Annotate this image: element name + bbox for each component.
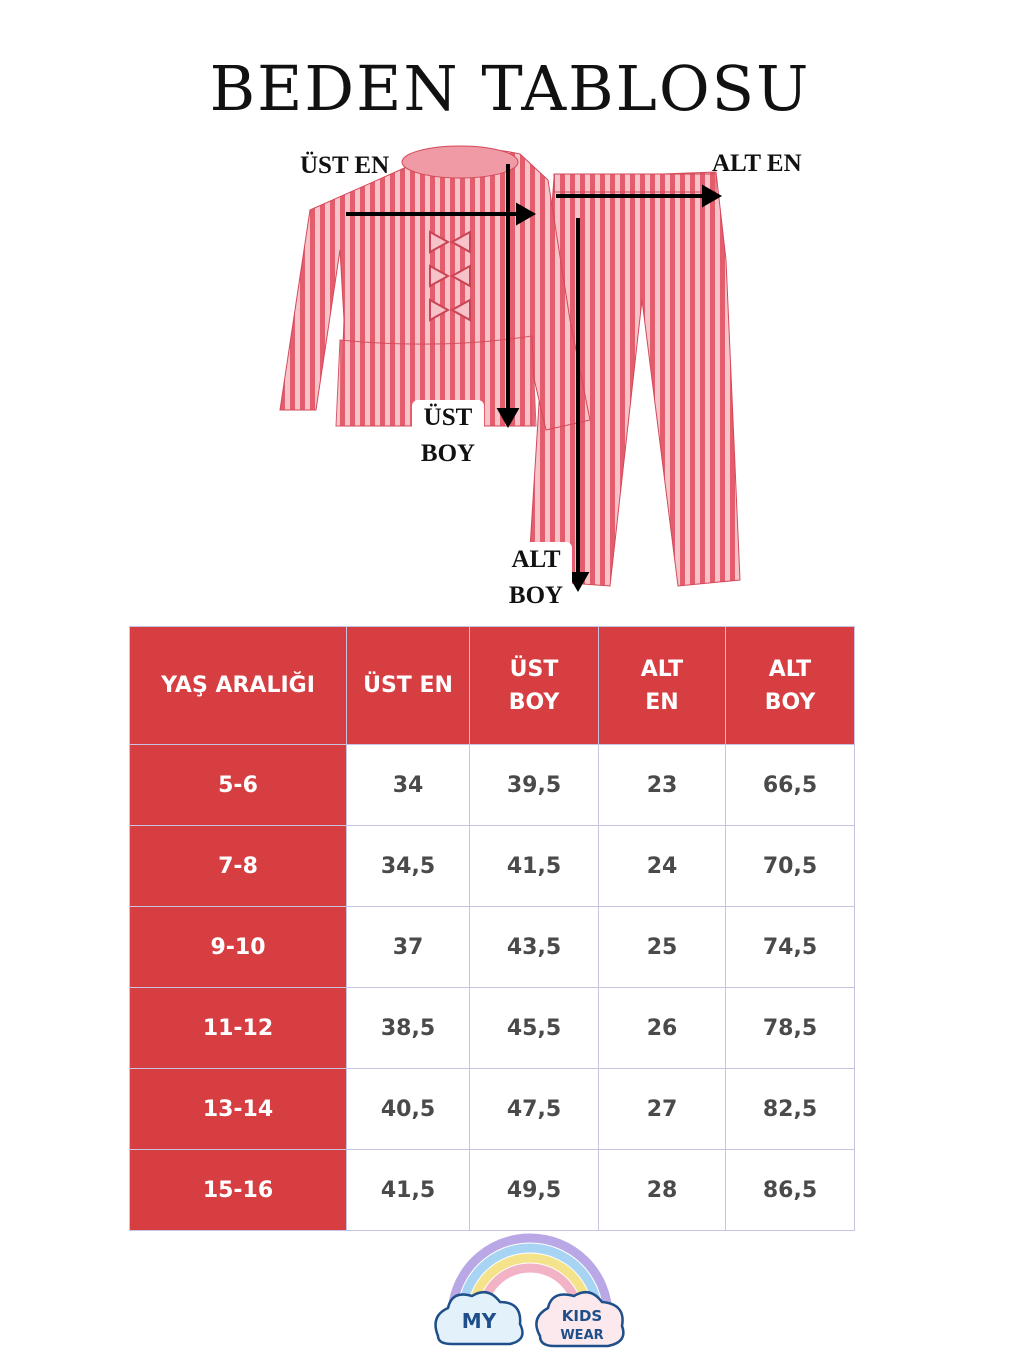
cell-age: 11-12 <box>130 988 347 1069</box>
cell-ust-en: 38,5 <box>347 988 470 1069</box>
table-row <box>130 988 855 1069</box>
cell-age: 9-10 <box>130 907 347 988</box>
ust-boy-line2: BOY <box>420 440 476 467</box>
cell-ust-boy: 49,5 <box>470 1150 599 1231</box>
cell-alt-en: 24 <box>599 826 726 907</box>
cell-age: 13-14 <box>130 1069 347 1150</box>
page-title: BEDEN TABLOSU <box>209 52 811 125</box>
cell-age: 15-16 <box>130 1150 347 1231</box>
cell-alt-en: 26 <box>599 988 726 1069</box>
cell-ust-en: 40,5 <box>347 1069 470 1150</box>
header-ust-en <box>347 627 470 745</box>
table-row <box>130 826 855 907</box>
cell-alt-en: 27 <box>599 1069 726 1150</box>
header-alt-boy-line1: ALT <box>768 656 812 682</box>
header-alt-en <box>599 627 726 745</box>
cell-alt-boy: 70,5 <box>726 826 855 907</box>
cell-alt-boy: 78,5 <box>726 988 855 1069</box>
alt-boy-line1: ALT <box>511 546 561 573</box>
table-row <box>130 1069 855 1150</box>
cell-alt-boy: 74,5 <box>726 907 855 988</box>
top-shape <box>280 146 590 430</box>
alt-boy-label <box>500 542 572 614</box>
header-age-range <box>130 627 347 745</box>
alt-boy-line2: BOY <box>508 582 564 609</box>
cell-ust-boy: 41,5 <box>470 826 599 907</box>
header-ust-en-line1: ÜST EN <box>363 673 453 698</box>
header-alt-boy <box>726 627 855 745</box>
logo-word-my: MY <box>461 1309 497 1333</box>
cell-alt-boy: 66,5 <box>726 745 855 826</box>
header-ust-boy <box>470 627 599 745</box>
ust-boy-label <box>412 400 484 472</box>
cell-ust-en: 41,5 <box>347 1150 470 1231</box>
header-alt-boy-line2: BOY <box>764 689 816 715</box>
cell-ust-boy: 43,5 <box>470 907 599 988</box>
ust-boy-line1: ÜST <box>423 404 473 431</box>
alt-en-label: ALT EN <box>712 150 802 177</box>
cell-alt-boy: 82,5 <box>726 1069 855 1150</box>
cell-ust-en: 34 <box>347 745 470 826</box>
header-alt-en-line2: EN <box>645 689 679 715</box>
brand-logo <box>430 1228 630 1358</box>
header-alt-en-line1: ALT <box>640 656 684 682</box>
cell-alt-en: 25 <box>599 907 726 988</box>
logo-word-kids: KIDS <box>561 1307 603 1325</box>
cell-ust-boy: 39,5 <box>470 745 599 826</box>
header-ust-boy-line1: ÜST <box>509 656 559 682</box>
cell-alt-en: 23 <box>599 745 726 826</box>
logo-word-wear: WEAR <box>560 1328 604 1343</box>
table-row <box>130 745 855 826</box>
cell-age: 5-6 <box>130 745 347 826</box>
cell-alt-boy: 86,5 <box>726 1150 855 1231</box>
table-row <box>130 907 855 988</box>
cell-ust-boy: 45,5 <box>470 988 599 1069</box>
table-row <box>130 1150 855 1231</box>
header-ust-boy-line2: BOY <box>508 689 560 715</box>
size-table <box>129 626 855 1231</box>
cell-ust-en: 34,5 <box>347 826 470 907</box>
cell-ust-en: 37 <box>347 907 470 988</box>
table-header-row <box>130 627 855 745</box>
header-age-line1: YAŞ ARALIĞI <box>161 673 315 698</box>
cell-ust-boy: 47,5 <box>470 1069 599 1150</box>
cell-age: 7-8 <box>130 826 347 907</box>
cell-alt-en: 28 <box>599 1150 726 1231</box>
ust-en-label: ÜST EN <box>300 152 390 179</box>
